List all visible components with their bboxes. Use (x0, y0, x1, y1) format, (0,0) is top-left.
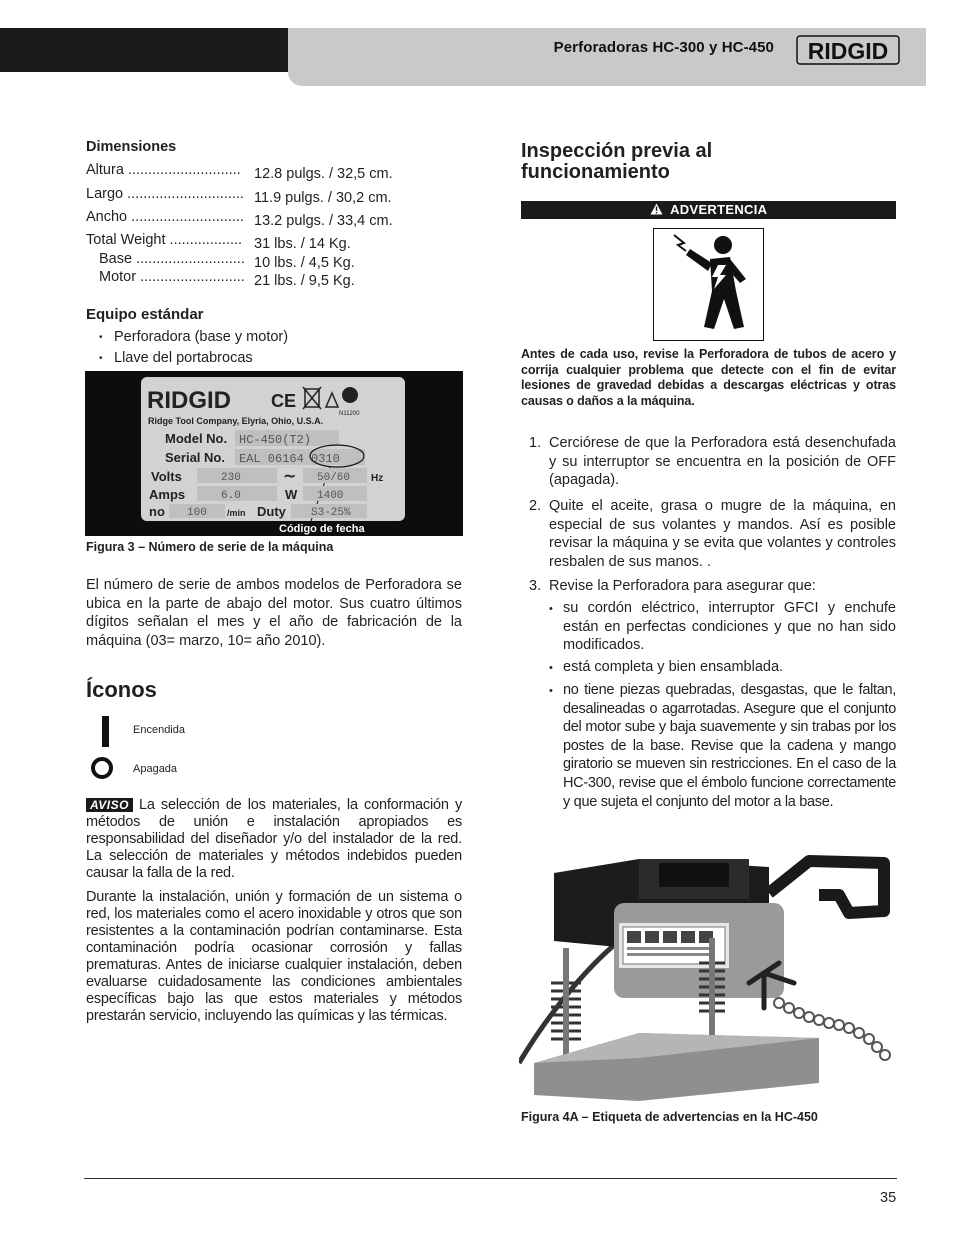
step-text: Revise la Perforadora para asegurar que: (549, 578, 816, 594)
step-text: Quite el aceite, grasa o mugre de la máquina, en especial de sus volantes y mandos. Así es posible revisar la máquina y se evita que volantes y controles resbalen de sus manos. . (549, 498, 896, 570)
contamination-paragraph: Durante la instalación, unión y formación de un sistema o red, los materiales como el acero inoxidable y otros que son resistentes a la contaminación podrían contaminarse. Esta contaminación podría ocasionar corrosión y fallas prematuras. Antes de iniciarse cualquier instalación, deben evaluarse cuidadosamente las condiciones ambientales específicas bajo las que estos materiales y métodos prestarán servicio, incluyendo las químicas y las térmicas. (86, 889, 462, 1024)
page-header-title: Perforadoras HC-300 y HC-450 (553, 39, 774, 56)
step-number: 2. (529, 498, 542, 514)
power-off-label: Apagada (133, 763, 178, 775)
svg-text:S3-25%: S3-25% (311, 507, 351, 519)
svg-text:no: no (149, 504, 165, 519)
svg-text:RIDGID: RIDGID (147, 387, 231, 414)
sub-bullet: • (549, 603, 553, 615)
spec-row-length: Largo ............................. 11.9 pulgs. / 30,2 cm. (86, 186, 392, 206)
svg-text:~: ~ (283, 466, 297, 485)
warning-text: Antes de cada uso, revise la Perforadora de tubos de acero y corrija cualquier problema que detecte con el fin de evitar lesiones de gravedad debidas a descargas eléctricas y otras causas o daños a la máquina. (521, 347, 896, 408)
spec-row-height: Altura ............................ 12.8 pulgs. / 32,5 cm. (86, 162, 393, 182)
dimensions-heading: Dimensiones (86, 139, 177, 155)
hole-cutter-machine-photo (519, 833, 896, 1110)
svg-text:HC-450(T2): HC-450(T2) (239, 433, 312, 447)
figure-3-caption: Figura 3 – Número de serie de la máquina (86, 540, 334, 554)
svg-text:Hz: Hz (371, 473, 384, 484)
svg-text:Volts: Volts (151, 469, 182, 484)
svg-text:Ridge Tool Company, Elyria, Oh: Ridge Tool Company, Elyria, Ohio, U.S.A. (148, 416, 324, 426)
sub-item-text: no tiene piezas quebradas, desgastas, que le faltan, desalineadas o agarrotadas. Asegure que el conjunto del motor sube y baja suavemente y sin trabas por los postes de la base. Revise que la cadena y mango giratorio se mueven sin restricciones. En el caso de la HC-300, revise que el émbolo funcione correctamente y que sujeta el conjunto del motor a la base. (563, 682, 896, 810)
sub-bullet: • (549, 685, 553, 697)
sub-item-text: su cordón eléctrico, interruptor GFCI y enchufe están en perfectas condiciones y que no han sido modificados. (563, 600, 896, 654)
spec-row-motor-weight: Motor .......................... 21 lbs. / 9,5 Kg. (99, 269, 355, 289)
svg-text:Model No.: Model No. (165, 431, 228, 446)
svg-text:Código de fecha: Código de fecha (279, 523, 365, 535)
serial-number-paragraph: El número de serie de ambos modelos de Perforadora se ubica en la parte de abajo del motor. Sus cuatro últimos dígitos señalan el mes y el año de fabricación de la máquina (03= marzo, 10= año 2010). (86, 577, 462, 649)
notice-badge: AVISO (86, 798, 133, 812)
step-number: 3. (529, 578, 542, 594)
svg-text:230: 230 (221, 472, 241, 484)
svg-text:Duty: Duty (257, 504, 286, 519)
equipment-heading: Equipo estándar (86, 306, 204, 323)
spec-row-base-weight: Base ........................... 10 lbs. / 4,5 Kg. (99, 251, 355, 271)
inspection-heading: Inspección previa al funcionamiento (521, 140, 713, 183)
power-on-icon (102, 716, 109, 747)
svg-text:50/60: 50/60 (317, 472, 351, 484)
page-number: 35 (880, 1190, 897, 1206)
ridgid-logo (796, 34, 900, 66)
power-off-icon (91, 757, 113, 779)
svg-text:RIDGID: RIDGID (807, 38, 889, 64)
svg-text:/min: /min (227, 508, 246, 518)
svg-text:100: 100 (187, 507, 207, 519)
warning-triangle-icon (650, 202, 670, 217)
figure-4a-caption: Figura 4A – Etiqueta de advertencias en la HC-450 (521, 1110, 818, 1124)
svg-text:1400: 1400 (317, 490, 344, 502)
spec-row-width: Ancho ............................ 13.2 pulgs. / 33,4 cm. (86, 209, 393, 229)
svg-text:EAL 06164 0310: EAL 06164 0310 (239, 452, 340, 466)
step-text: Cerciórese de que la Perforadora está desenchufada y su interruptor se encuentra en la posición de OFF (apagada). (549, 435, 896, 489)
svg-text:Amps: Amps (149, 487, 186, 502)
svg-text:6.0: 6.0 (221, 490, 241, 502)
electric-shock-icon (653, 228, 764, 341)
warning-bar: ADVERTENCIA (521, 201, 896, 219)
power-on-label: Encendida (133, 724, 185, 736)
equipment-item: • Llave del portabrocas (99, 350, 253, 366)
notice-paragraph: AVISO La selección de los materiales, la conformación y métodos de unión e instalación apropiados es responsabilidad del diseñador y/o del instalador de la red. La selección de materiales y métodos indebidos pueden causar la falla de la red. (86, 797, 462, 881)
icons-heading: Íconos (86, 677, 157, 702)
spec-row-total-weight: Total Weight .................. 31 lbs. / 14 Kg. (86, 232, 351, 252)
sub-item-text: está completa y bien ensamblada. (563, 659, 784, 675)
svg-text:Serial No.: Serial No. (165, 450, 225, 465)
header-black-band (0, 28, 288, 72)
svg-text:CE: CE (271, 391, 297, 411)
step-number: 1. (529, 435, 542, 451)
svg-text:N11200: N11200 (339, 411, 360, 417)
sub-bullet: • (549, 662, 553, 674)
equipment-item: • Perforadora (base y motor) (99, 329, 288, 345)
footer-rule (84, 1178, 897, 1179)
serial-nameplate-photo (85, 371, 463, 536)
svg-text:W: W (285, 487, 298, 502)
